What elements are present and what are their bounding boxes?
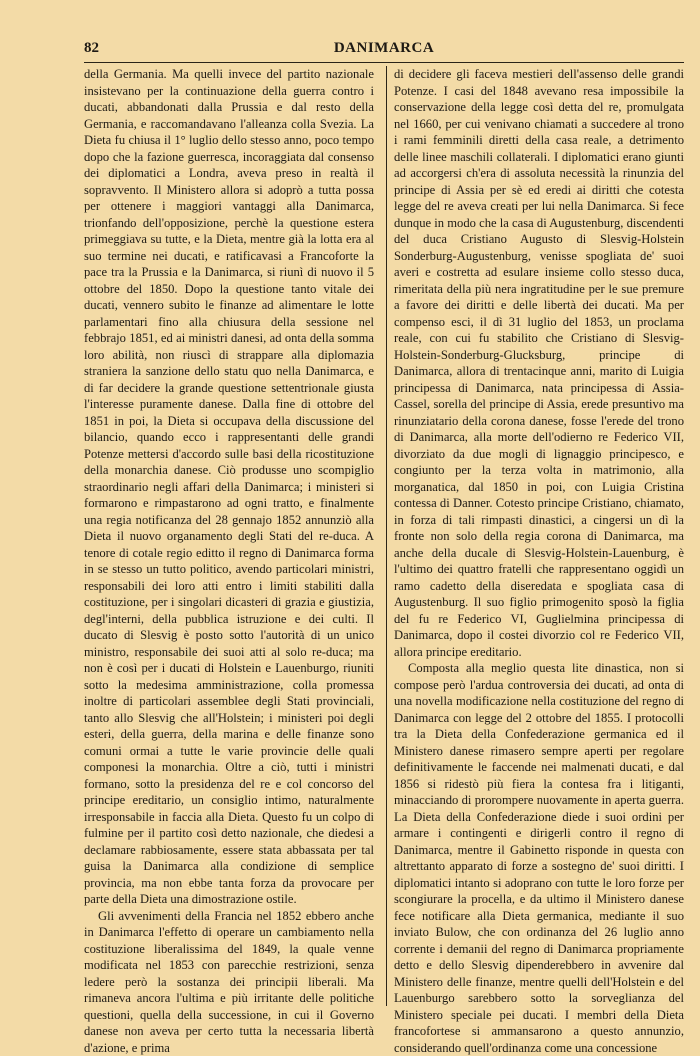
page-header	[84, 38, 684, 60]
paragraph: della Germania. Ma quelli invece del partito nazionale insistevano per la continuazione della guerra contro i ducati, abbandonati dalla Prussia e dal resto della Germania, e raccomandavano l'alleanza colla Svezia. La Dieta fu chiusa il 1° luglio dello stesso anno, poco tempo dopo che la fazione guerresca, incoraggiata dal consenso dei diplomatici a Londra, aveva preso in realtà il sopravvento. Il Ministero allora si adoprò a tutta possa per ottenere i maggiori vantaggi alla Danimarca, trionfando dell'opposizione, perchè la questione estera primeggiava su tutte, e la Dieta, mentre già la lotta era al suo termine nei ducati, e ratificavasi a Francoforte la pace tra la Prussia e la Danimarca, si riunì di nuovo il 5 ottobre del 1850. Dopo la questione tanto vitale dei ducati, vennero subito le finanze ad alimentare le lotte parlamentari fino alla chiusura della sessione nel febbrajo 1851, ed ai ministri danesi, ad onta della somma loro abilità, non riuscì di strappare alla diplomazia straniera la sanzione dello statu quo nella Danimarca, e di far decidere la grande questione settentrionale giusta l'interesse puramente danese. Dalla fine di ottobre del 1851 in poi, la Dieta si occupava della discussione del bilancio, quando ecco i rappresentanti delle grandi Potenze mettersi d'accordo sulle basi della ricostituzione della monarchia danese. Ciò produsse uno scompiglio straordinario negli affari della Danimarca; i ministeri si formarono e rimpastarono ad ogni tratto, e finalmente una regia notificanza del 28 gennajo 1852 annunziò alla Dieta il nuovo organamento degli Stati del re-duca. A tenore di cotale regio editto il regno di Danimarca forma in se stesso un tutto politico, avendo particolari ministri, responsabili dei loro atti entro i limiti stabiliti dalla costituzione, per i singolari dicasteri di grazia e giustizia, degl'interni, della pubblica istruzione e dei culti. Il ducato di Slesvig è posto sotto l'autorità di un unico ministro, responsabile dei suoi atti al solo re-duca; ma non è così per i ducati di Holstein e Lauenburgo, riuniti sotto la medesima amministrazione, colla promessa inoltre di particolari assemblee degli Stati provinciali, tanto allo Slesvig che all'Holstein; i ministeri poi degli esteri, della guerra, della marina e delle finanze sono comuni ormai a tutte le varie provincie delle quali componesi la monarchia. Oltre a ciò, tutti i ministri formano, sotto la presidenza del re e col concorso del principe ereditario, un consiglio intimo, naturalmente irresponsabile in faccia alla Dieta. Questo fu un colpo di fulmine per il partito così detto nazionale, che diedesi a declamare rabbiosamente, essere stata abbassata per tal guisa la Danimarca alla condizione di semplice provincia, ma non ebbe tanta forza da provocare per parte della Dieta una dimostrazione ostile.	[84, 66, 374, 908]
running-title: DANIMARCA	[84, 40, 684, 57]
column-divider	[386, 66, 387, 1006]
left-column	[84, 66, 374, 1012]
paragraph: Composta alla meglio questa lite dinastica, non si compose però l'ardua controversia dei ducati, ad onta di una novella modificazione nella costituzione del regno di Danimarca con legge del 2 ottobre del 1855. I protocolli tra la Dieta della Confederazione germanica ed il Ministero danese rimasero sempre aperti per regolare definitivamente le faccende nei malmenati ducati, e dal 1856 si ridestò più fiera la contesa fra i litiganti, minacciando di prorompere nuovamente in aperta guerra. La Dieta della Confederazione diede i suoi ordini per armare i contingenti e dirigerli contro il regno di Danimarca, mentre il Gabinetto risponde in questa con altrettanto apparato di forze a sostegno de' suoi diritti. I diplomatici intanto si adoprano con tutte le loro forze per scongiurare la procella, e da ultimo il Ministero danese fece notificare alla Dieta germanica, mediante il suo inviato Bulow, che con ordinanza del 26 luglio anno corrente i demanii del regno di Danimarca propriamente detto e dello Slesvig dipenderebbero in avvenire dal Ministero delle finanze, mentre quelli dell'Holstein e del Lauenburgo sarebbero sotto la sorveglianza del Ministero speciale pei ducati. I membri della Dieta francofortese si ammansarono a questo annunzio, considerando quell'ordinanza come una concessione	[394, 660, 684, 1056]
page-number: 82	[84, 40, 99, 57]
paragraph: di decidere gli faceva mestieri dell'assenso delle grandi Potenze. I casi del 1848 avevano resa impossibile la conservazione della legge così detta del re, promulgata nel 1660, per cui venivano chiamati a succedere al trono i rami femminili diretti della casa reale, a detrimento delle linee maschili collaterali. I diplomatici erano giunti ad accorgersi ch'era di assoluta necessità la rinunzia del principe di Assia per sè ed eredi ai diritti che cotesta legge del re aveva creati per lui nella Danimarca. Si fece dunque in modo che la casa di Augustenburg, discendenti del duca Cristiano Augusto di Slesvig-Holstein Sonderburg-Augustenburg, venisse spogliata de' suoi averi e costretta ad esulare insieme collo stesso duca, rimeritata della più nera ingratitudine per le sue premure a favore dei diritti e delle libertà dei ducati. Ma per compenso esci, il dì 31 luglio del 1853, un proclama reale, con cui fu stabilito che Cristiano di Slesvig-Holstein-Sonderburg-Glucksburg, principe di Danimarca, allora di trentacinque anni, marito di Luigia principessa di Danimarca, nata principessa di Assia-Cassel, sorella del principe di Assia, erede presuntivo ma rinunziatario della corona danese, fosse l'erede del trono di Danimarca, alla morte dell'odierno re Federico VII, divorziato da due mogli di lignaggio principesco, e congiunto per la terza volta in matrimonio, alla morganatica, dal 1850 in poi, con Luigia Cristina contessa di Danner. Cotesto principe Cristiano, chiamato, in forza di tali rimpasti dinastici, a cingersi un dì la fronte non solo della regia corona di Danimarca, ma anche della ducale di Slesvig-Holstein-Lauenburg, è l'ultimo dei quattro fratelli che rappresentano oggidì un ramo cadetto della diseredata e spogliata casa di Augustenburg. Il suo figlio primogenito sposò la figlia del fu re Federico VI, Guglielmina principessa di Danimarca, dopo il costei divorzio col re Federico VII, allora principe ereditario.	[394, 66, 684, 660]
right-column	[394, 66, 684, 1012]
header-rule	[84, 62, 684, 63]
paragraph: Gli avvenimenti della Francia nel 1852 ebbero anche in Danimarca l'effetto di operare un cambiamento nella costituzione liberalissima del 1849, la quale venne modificata nel 1853 con parecchie restrizioni, senza ledere però la sostanza dei principii liberali. Ma rimaneva ancora l'ultima e più irritante delle politiche questioni, quella della successione, in cui il Governo danese non aveva per certo tutta la necessaria libertà d'azione, e prima	[84, 908, 374, 1056]
